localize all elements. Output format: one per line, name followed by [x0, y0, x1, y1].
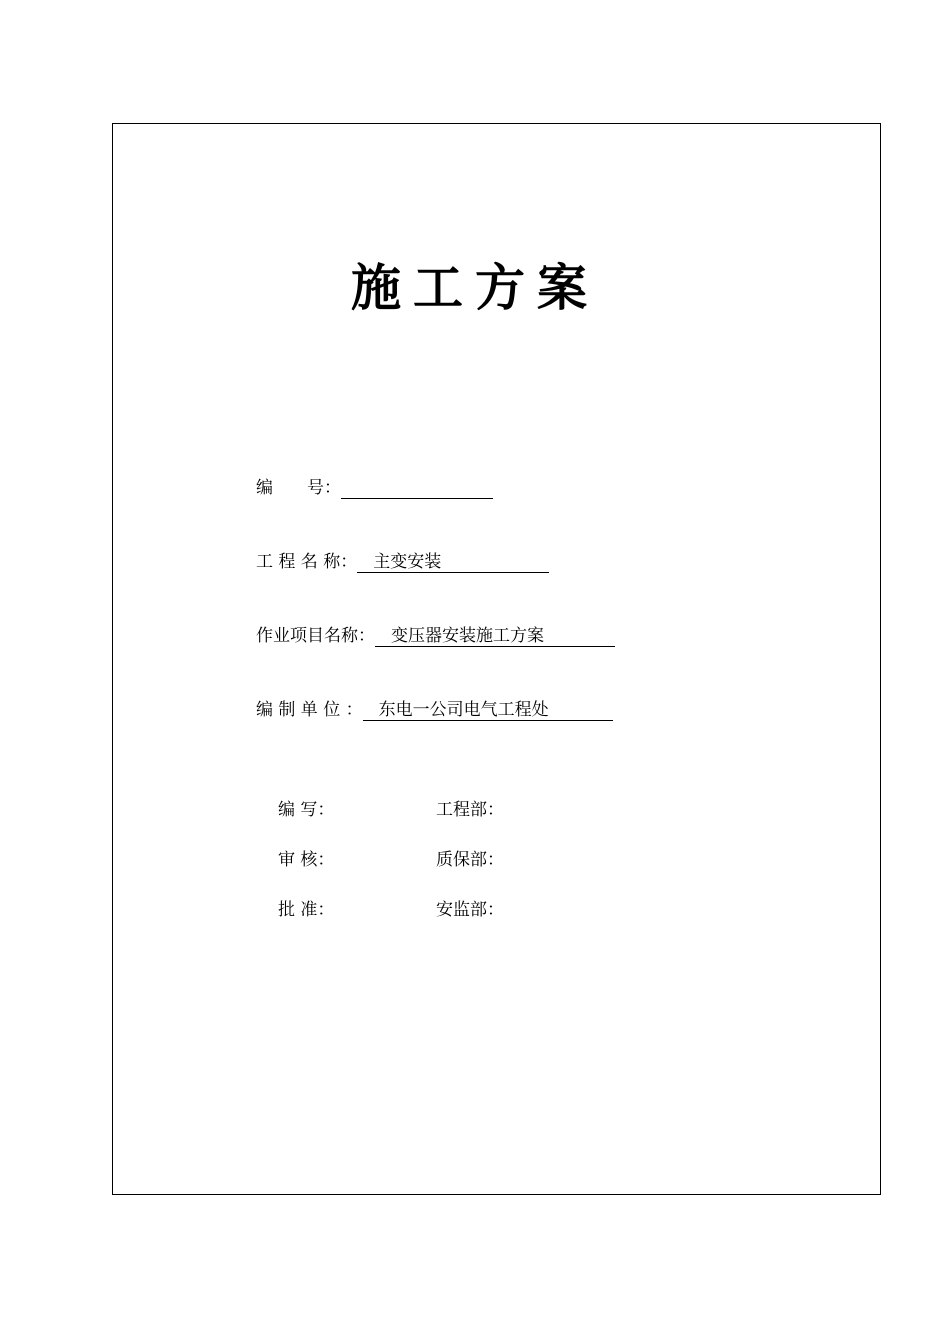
- field-project-name-value: 主变安装: [357, 552, 549, 573]
- sign-reviewer: 审 核：: [278, 850, 335, 870]
- document-title: 施工方案: [351, 258, 599, 317]
- field-work-item-value: 变压器安装施工方案: [375, 626, 615, 647]
- sign-engineering-dept: 工程部：: [436, 800, 504, 820]
- sign-quality-dept: 质保部：: [436, 850, 504, 870]
- field-work-item-label: 作业项目名称：: [256, 626, 375, 646]
- sign-writer: 编 写：: [278, 800, 335, 820]
- field-project-name: [256, 551, 549, 573]
- sign-approver: 批 准：: [278, 900, 335, 920]
- field-work-item: [256, 625, 615, 647]
- sign-safety-dept: 安监部：: [436, 900, 504, 920]
- field-unit-label: 编 制 单 位 ：: [256, 700, 363, 720]
- field-unit: [256, 699, 613, 721]
- field-project-name-label: 工 程 名 称：: [256, 552, 358, 572]
- field-number-value: [341, 479, 493, 499]
- field-number: [256, 477, 493, 499]
- field-unit-value: 东电一公司电气工程处: [363, 700, 613, 721]
- field-number-label: 编 号：: [256, 478, 341, 498]
